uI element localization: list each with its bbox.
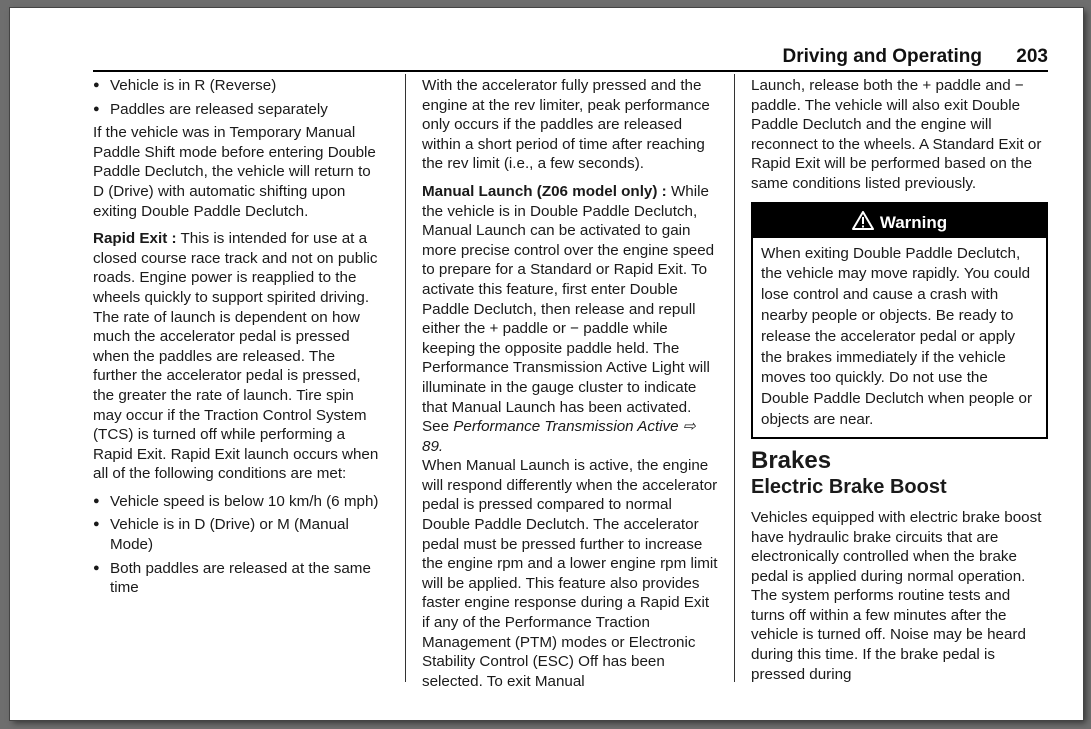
term-label: Rapid Exit : — [93, 230, 177, 248]
paragraph: Launch, release both the + paddle and − paddle. The vehicle will also exit Double Paddle Declutch and the engine will reconnect to the wheels. A Standard Exit or Rapid Exit will be performed based on the same conditions listed previously. — [751, 77, 1042, 192]
warning-text: When exiting Double Paddle Declutch, the vehicle may move rapidly. You could lose control and cause a crash with nearby people or objects. Be ready to release the accelerator pedal or apply the brakes immediately if the vehicle moves too quickly. Do not use the Double Paddle Declutch when people or objects are near. — [761, 244, 1033, 428]
page-number: 203 — [1016, 46, 1048, 67]
paragraph: If the vehicle was in Temporary Manual Paddle Shift mode before entering Double Paddle Declutch, the vehicle will return to D (Drive) with automatic shifting upon exiting Double Paddle Declutch. — [93, 124, 376, 220]
cross-reference-page[interactable]: ⇨ 89. — [422, 418, 696, 455]
column-divider — [734, 74, 735, 682]
cross-reference-link[interactable]: Performance Transmission Active — [453, 418, 679, 436]
column-2 — [422, 76, 718, 699]
paragraph — [93, 229, 383, 484]
list-item: ● Vehicle speed is below 10 km/h (6 mph) — [93, 492, 383, 512]
section-heading: Brakes — [751, 446, 832, 474]
column-divider — [405, 74, 406, 682]
bullet-list — [93, 492, 383, 598]
warning-triangle-icon — [852, 211, 874, 230]
list-item: ● Paddles are released separately — [93, 100, 383, 120]
warning-title: Warning — [879, 212, 948, 232]
list-item: ● Vehicle is in R (Reverse) — [93, 76, 383, 96]
paragraph — [422, 182, 718, 456]
paragraph: With the accelerator fully pressed and the engine at the rev limiter, peak performance only occurs if the paddles are released within a short period of time after reaching the rev limit (i.e., a few seconds). — [422, 77, 710, 173]
bullet-list — [93, 76, 383, 119]
column-1 — [93, 76, 383, 602]
list-item: ● Vehicle is in D (Drive) or M (Manual Mode) — [93, 515, 383, 554]
column-3 — [751, 76, 1048, 692]
paragraph-text: This is intended for use at a closed course race track and not on public roads. Engine power is reapplied to the wheels quickly to support spirited driving. The rate of launch is dependent on how much the accelerator pedal is pressed when the paddles are released. The further the accelerator pedal is pressed, the greater the rate of launch. Tire spin may occur if the Traction Control System (TCS) is turned off while performing a Rapid Exit. Rapid Exit launch occurs when all of the following conditions are met: — [93, 230, 379, 483]
warning-header — [753, 204, 1046, 238]
subsection-heading: Electric Brake Boost — [751, 476, 947, 499]
section-title: Driving and Operating — [782, 46, 982, 67]
page-header — [93, 42, 1048, 72]
warning-box — [751, 202, 1048, 439]
document-page — [10, 8, 1083, 720]
paragraph: When Manual Launch is active, the engine will respond differently when the accelerator pedal is pressed compared to normal Double Paddle Declutch. The accelerator pedal must be pressed further to increase the engine rpm and a lower engine rpm limit will be applied. This feature also provides faster engine response during a Rapid Exit if any of the Performance Traction Management (PTM) modes or Electronic Stability Control (ESC) Off has been selected. To exit Manual — [422, 457, 718, 690]
paragraph: Vehicles equipped with electric brake boost have hydraulic brake circuits that are electronically controlled when the brake pedal is applied during normal operation. The system performs routine tests and turns off within a few minutes after the vehicle is turned off. Noise may be heard during this time. If the brake pedal is pressed during — [751, 508, 1042, 683]
paragraph-text: While the vehicle is in Double Paddle Declutch, Manual Launch can be activated to gain more precise control over the engine speed to prepare for a Standard or Rapid Exit. To activate this feature, first enter Double Paddle Declutch, then release and repull either the + paddle or − paddle while keeping the opposite paddle held. The Performance Transmission Active Light will illuminate in the gauge cluster to indicate that Manual Launch has been activated. See — [422, 182, 715, 436]
list-item: ● Both paddles are released at the same time — [93, 559, 383, 598]
term-label: Manual Launch (Z06 model only) : — [422, 182, 667, 200]
